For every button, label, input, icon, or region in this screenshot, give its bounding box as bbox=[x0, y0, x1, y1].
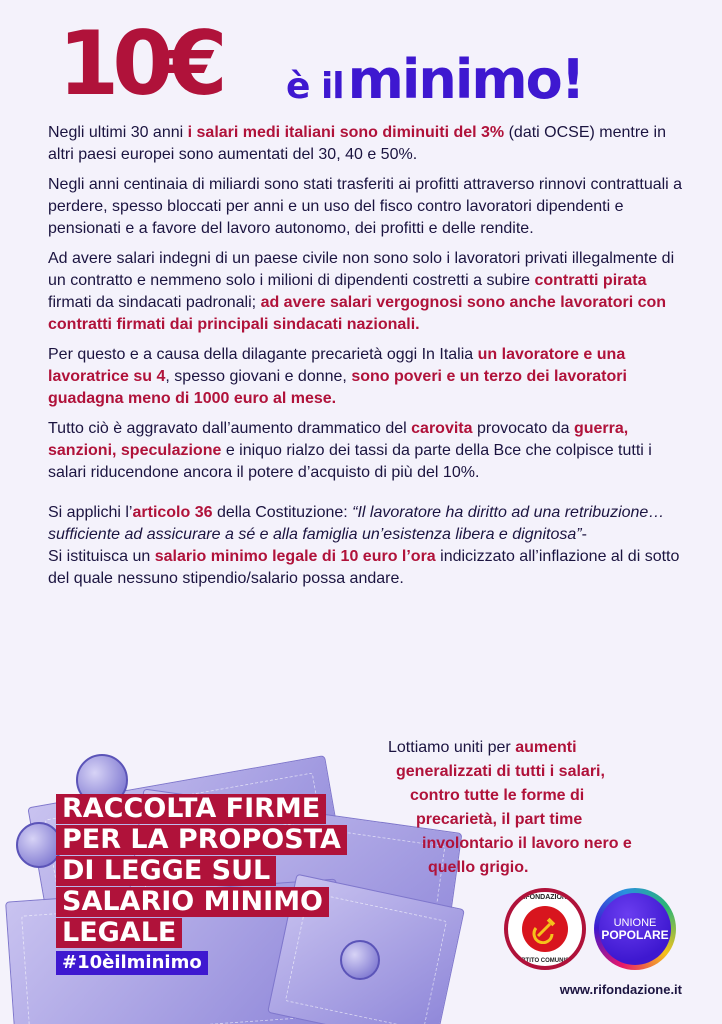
petition-line-2: PER LA PROPOSTA bbox=[56, 825, 347, 855]
p3-highlight-2: ad avere salari vergognosi sono anche lavoratori con contratti firmati dai principali sindacati nazionali. bbox=[48, 294, 667, 333]
headline-minimo: minimo! bbox=[347, 48, 584, 111]
closing-statement bbox=[388, 736, 708, 880]
closing-highlight: aumenti bbox=[515, 739, 577, 756]
closing-line-5: involontario il lavoro nero e bbox=[422, 835, 632, 852]
paragraph-2: Negli anni centinaia di miliardi sono stati trasferiti ai profitti attraverso rinnovi contrattuali a perdere, spesso bloccati per anni e un uso del fisco contro lavoratori dipendenti e pensionati e a favore del lavoro autonomo, dei profitti e delle rendite. bbox=[48, 176, 683, 237]
p6-text-a: Si applichi l’ bbox=[48, 504, 133, 521]
closing-text: Lottiamo uniti per bbox=[388, 739, 516, 756]
headline-tagline bbox=[286, 48, 583, 119]
p6-text-e: - bbox=[581, 526, 587, 543]
unione-popolare-disk bbox=[599, 893, 671, 965]
p4-highlight-2: sono poveri e un terzo dei lavoratori guadagna meno di 1000 euro al mese. bbox=[48, 368, 627, 407]
popolare-label: POPOLARE bbox=[601, 927, 669, 942]
p6-text-c: della Costituzione: bbox=[212, 504, 353, 521]
paragraph-6 bbox=[48, 502, 688, 546]
headline bbox=[58, 14, 678, 114]
p5-text-c: provocato da bbox=[472, 420, 574, 437]
unione-popolare-logo bbox=[594, 888, 676, 970]
rifondazione-name: RIFONDAZIONE bbox=[518, 894, 572, 901]
p6-highlight: articolo 36 bbox=[132, 504, 213, 521]
headline-e-il: è il bbox=[286, 66, 344, 107]
petition-line-1: RACCOLTA FIRME bbox=[56, 794, 326, 824]
rifondazione-subtitle: PARTITO COMUNISTA bbox=[513, 958, 577, 964]
p7-highlight: salario minimo legale di 10 euro l’ora bbox=[154, 548, 436, 565]
rifondazione-logo bbox=[504, 888, 586, 970]
p5-highlight-1: carovita bbox=[411, 420, 473, 437]
p1-highlight: i salari medi italiani sono diminuiti del 3% bbox=[187, 124, 505, 141]
closing-line-6: quello grigio. bbox=[428, 859, 529, 876]
p4-text-a: Per questo e a causa della dilagante precarietà oggi In Italia bbox=[48, 346, 478, 363]
p3-text-c: firmati da sindacati padronali; bbox=[48, 294, 261, 311]
website-link[interactable]: www.rifondazione.it bbox=[559, 982, 682, 997]
petition-line-5: LEGALE bbox=[56, 918, 182, 948]
paragraph-1 bbox=[48, 122, 688, 166]
p7-text-c: indicizzato all’inflazione al di sotto del quale nessuno stipendio/salario possa andare. bbox=[48, 548, 680, 587]
p5-highlight-2: guerra, sanzioni, speculazione bbox=[48, 420, 629, 459]
p3-text-a: Ad avere salari indegni di un paese civile non sono solo i lavoratori privati illegalmente di un contratto e nemmeno solo i milioni di dipendenti costretti a subire bbox=[48, 250, 675, 289]
closing-line-2: generalizzati di tutti i salari, bbox=[396, 763, 605, 780]
petition-line-3: DI LEGGE SUL bbox=[56, 856, 276, 886]
paragraph-5 bbox=[48, 418, 688, 484]
paragraph-7 bbox=[48, 546, 688, 590]
closing-line-3: contro tutte le forme di bbox=[410, 787, 585, 804]
petition-banner bbox=[56, 794, 396, 975]
closing-line-1 bbox=[388, 736, 708, 760]
hammer-sickle-icon bbox=[522, 906, 568, 952]
body-text bbox=[48, 122, 688, 598]
p6-quote: “Il lavoratore ha diritto ad una retribuzione… sufficiente ad assicurare a sé e alla famiglia un’esistenza libera e dignitosa” bbox=[48, 504, 665, 543]
petition-line-4: SALARIO MINIMO bbox=[56, 887, 329, 917]
closing-line-4: precarietà, il part time bbox=[416, 811, 583, 828]
p1-text-c: (dati OCSE) mentre in altri paesi europei sono aumentati del 30, 40 e 50%. bbox=[48, 124, 666, 163]
p7-text-a: Si istituisca un bbox=[48, 548, 155, 565]
p4-highlight-1: un lavoratore e una lavoratrice su 4 bbox=[48, 346, 626, 385]
headline-amount: 10€ bbox=[58, 12, 221, 115]
hashtag: #10èilminimo bbox=[56, 951, 208, 975]
paragraph-4 bbox=[48, 344, 688, 410]
p5-text-a: Tutto ciò è aggravato dall’aumento drammatico del bbox=[48, 420, 412, 437]
p3-highlight-1: contratti pirata bbox=[534, 272, 647, 289]
p1-text-a: Negli ultimi 30 anni bbox=[48, 124, 188, 141]
unione-label: UNIONE bbox=[613, 916, 657, 929]
paragraph-3 bbox=[48, 248, 688, 336]
p5-text-e: e iniquo rialzo dei tassi da parte della Bce che colpisce tutti i salari riducendone ancora il potere d’acquisto di più del 10%. bbox=[48, 442, 652, 481]
p4-text-c: , spesso giovani e donne, bbox=[165, 368, 352, 385]
